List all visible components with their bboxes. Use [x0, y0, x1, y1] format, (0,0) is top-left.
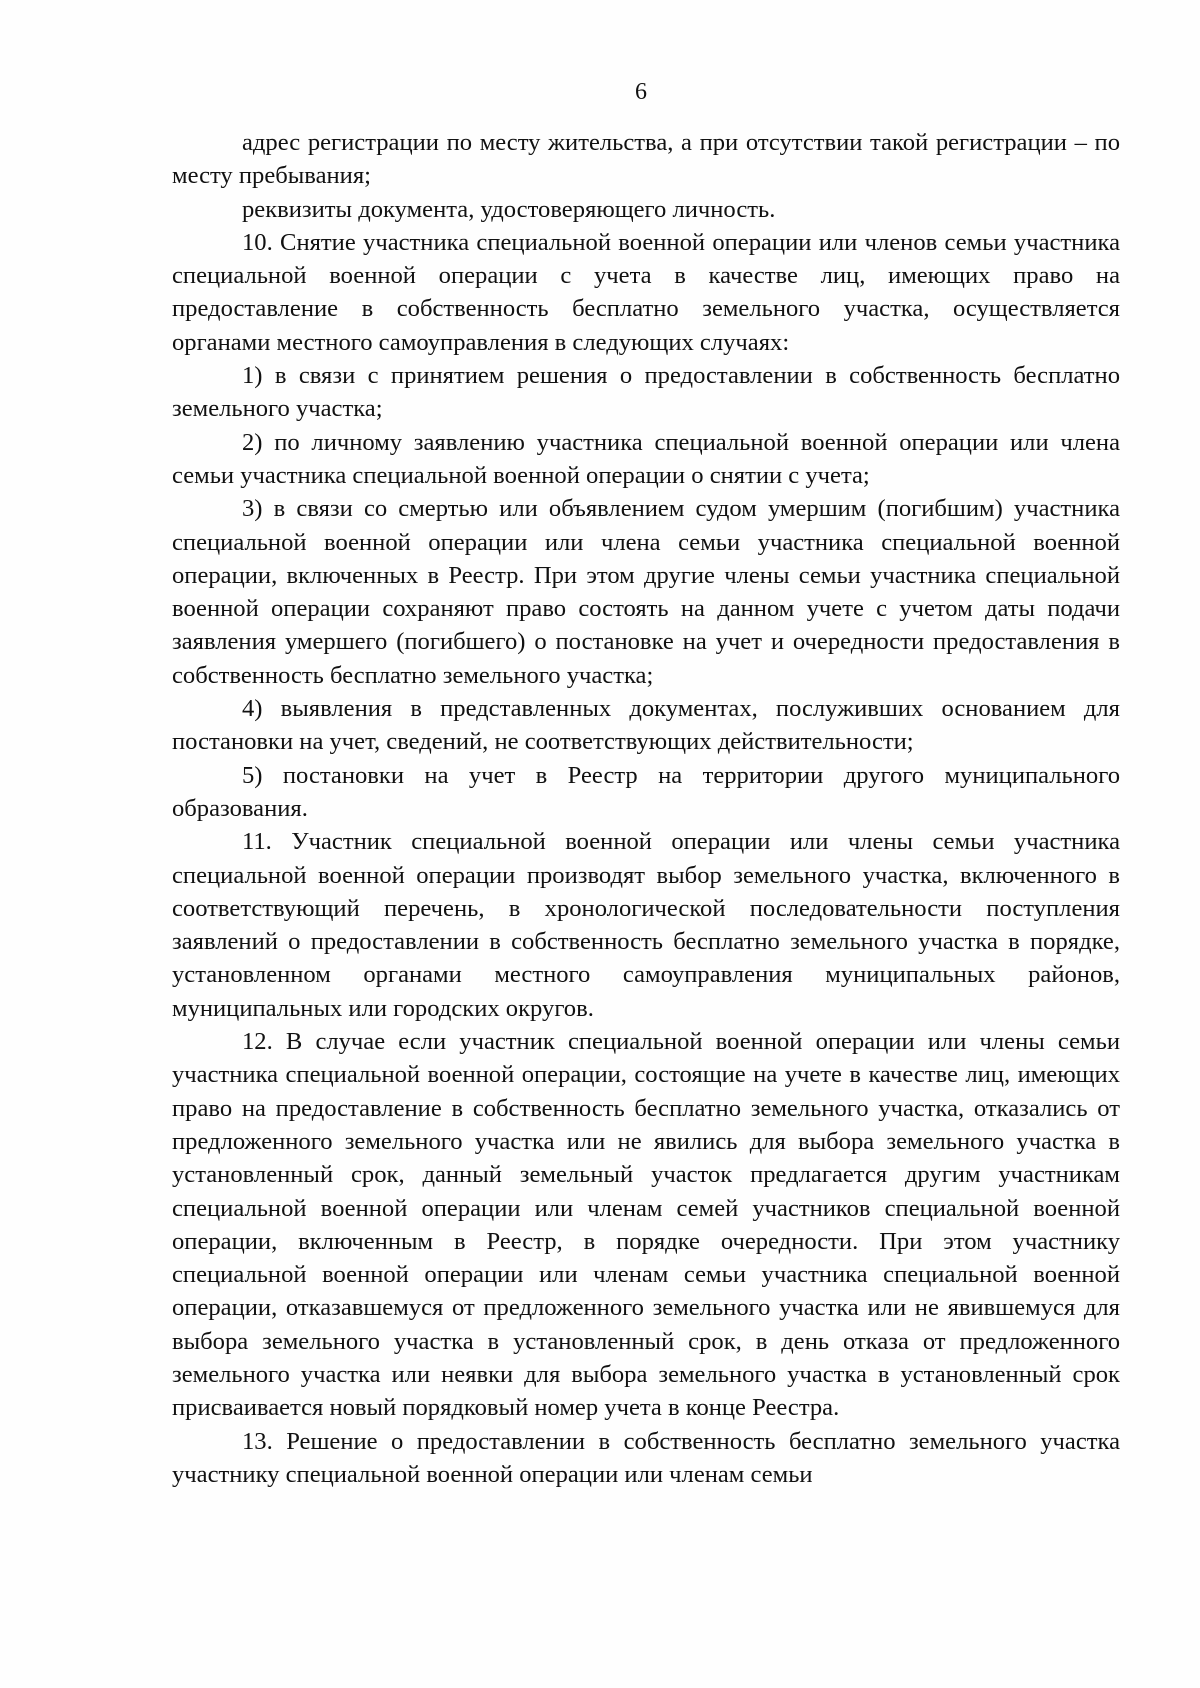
- paragraph-case-2: 2) по личному заявлению участника специальной военной операции или члена семьи участника специальной военной операции о снятии с учета;: [172, 428, 1120, 489]
- paragraph-registration-address: адрес регистрации по месту жительства, а при отсутствии такой регистрации – по месту пребывания;: [172, 129, 1120, 190]
- paragraph-10-removal-from-register: 10. Снятие участника специальной военной операции или членов семьи участника специальной военной операции с учета в качестве лиц, имеющих право на предоставление в собственность бесплатно земельного участка, осуществляется органами местного самоуправления в следующих случаях:: [172, 228, 1120, 356]
- paragraph-case-5: 5) постановки на учет в Реестр на территории другого муниципального образования.: [172, 761, 1120, 822]
- paragraph-case-1: 1) в связи с принятием решения о предоставлении в собственность бесплатно земельного участка;: [172, 362, 1120, 423]
- paragraph-13-decision: 13. Решение о предоставлении в собственность бесплатно земельного участка участнику специальной военной операции или членам семьи: [172, 1427, 1120, 1488]
- page-number: 6: [635, 79, 647, 105]
- paragraph-12-refusal: 12. В случае если участник специальной военной операции или члены семьи участника специальной военной операции, состоящие на учете в качестве лиц, имеющих право на предоставление в собственность бесплатно земельного участка, отказались от предложенного земельного участка или не явились для выбора земельного участка в установленный срок, данный земельный участок предлагается другим участникам специальной военной операции или членам семей участников специальной военной операции, включенным в Реестр, в порядке очередности. При этом участнику специальной военной операции или членам семьи участника специальной военной операции, отказавшемуся от предложенного земельного участка или не явившемуся для выбора земельного участка в установленный срок, в день отказа от предложенного земельного участка или неявки для выбора земельного участка в установленный срок присваивается новый порядковый номер учета в конце Реестра.: [172, 1028, 1120, 1422]
- document-body: [172, 126, 1120, 1491]
- paragraph-case-4: 4) выявления в представленных документах, послуживших основанием для постановки на учет, сведений, не соответствующих действительности;: [172, 695, 1120, 756]
- paragraph-case-3: 3) в связи со смертью или объявлением судом умершим (погибшим) участника специальной военной операции или члена семьи участника специальной военной операции, включенных в Реестр. При этом другие члены семьи участника специальной военной операции сохраняют право состоять на данном учете с учетом даты подачи заявления умершего (погибшего) о постановке на учет и очередности предоставления в собственность бесплатно земельного участка;: [172, 495, 1120, 689]
- paragraph-11-land-selection: 11. Участник специальной военной операции или члены семьи участника специальной военной операции производят выбор земельного участка, включенного в соответствующий перечень, в хронологической последовательности поступления заявлений о предоставлении в собственность бесплатно земельного участка в порядке, установленном органами местного самоуправления муниципальных районов, муниципальных или городских округов.: [172, 828, 1120, 1022]
- paragraph-identity-document: реквизиты документа, удостоверяющего личность.: [242, 195, 776, 223]
